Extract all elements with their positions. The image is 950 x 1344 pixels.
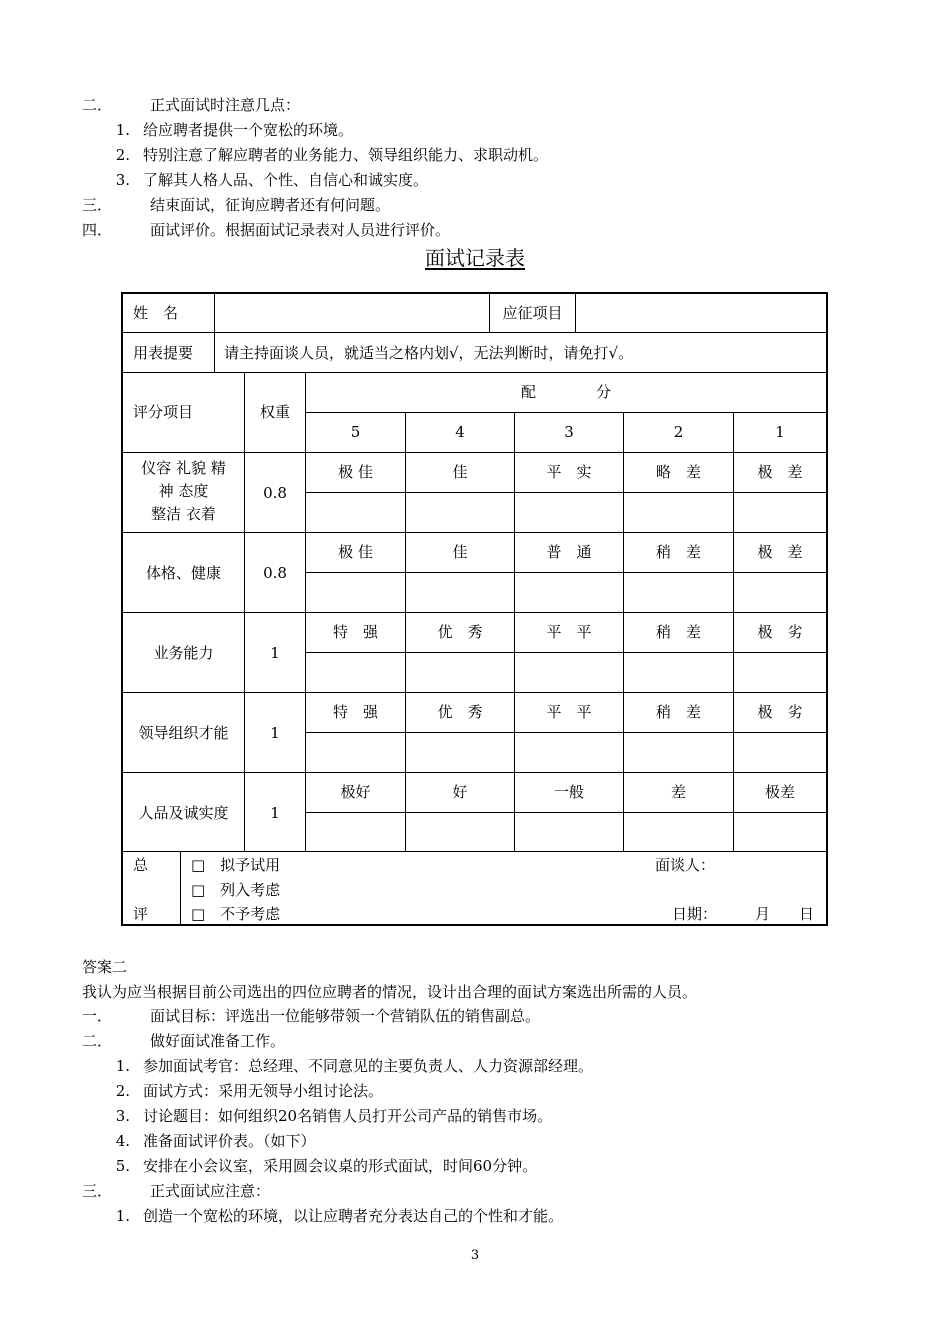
item-text: 特别注意了解应聘者的业务能力、领导组织能力、求职动机。 (143, 146, 549, 164)
item-text: 给应聘者提供一个宽松的环境。 (143, 121, 354, 139)
section-text: 做好面试准备工作。 (150, 1032, 286, 1050)
item-appearance (123, 457, 244, 526)
grade-label: 极 佳 (338, 543, 373, 561)
date-label: 日期： (672, 905, 718, 923)
item-number: 3. (115, 171, 130, 189)
score-divider (305, 732, 826, 733)
note-text: 请主持面谈人员，就适当之格内划√，无法判断时，请免打√。 (224, 344, 634, 362)
weight-value: 1 (270, 804, 280, 822)
grade-label: 极 差 (757, 463, 803, 481)
grade-label: 普 通 (546, 543, 592, 561)
score-1: 1 (775, 423, 785, 441)
item-number: 1. (115, 1057, 130, 1075)
row-divider (123, 851, 826, 852)
item-health: 体格、健康 (145, 564, 221, 582)
item-number: 1. (115, 1207, 130, 1225)
grade-label: 极 佳 (338, 463, 373, 481)
weight-value: 0.8 (263, 564, 287, 582)
item-number: 1. (115, 121, 130, 139)
col-divider (575, 294, 576, 332)
item-line: 仪容 礼貌 精 (141, 459, 226, 477)
section-text: 正式面试时注意几点： (150, 96, 301, 114)
section-number: 三． (82, 196, 113, 214)
item-text: 讨论题目：如何组织20名销售人员打开公司产品的销售市场。 (143, 1107, 553, 1125)
score-divider (305, 812, 826, 813)
form-title: 面试记录表 (425, 246, 525, 270)
row-divider (123, 372, 826, 373)
score-5: 5 (350, 423, 361, 441)
grade-label: 稍 差 (655, 543, 701, 561)
row-divider (123, 772, 826, 773)
grade-label: 一般 (553, 783, 584, 801)
row-divider (123, 332, 826, 333)
score-header: 配 分 (520, 383, 611, 401)
grade-label: 略 差 (655, 463, 701, 481)
item-header: 评分项目 (133, 403, 194, 421)
item-number: 2. (115, 146, 130, 164)
day-label: 日 (799, 905, 815, 923)
score-4: 4 (455, 423, 465, 441)
row-divider (123, 612, 826, 613)
item-number: 4. (115, 1132, 130, 1150)
row-divider (123, 692, 826, 693)
section-text: 面试目标：评选出一位能够带领一个营销队伍的销售副总。 (150, 1007, 541, 1025)
interviewer-label: 面谈人： (655, 856, 716, 874)
row-divider (123, 532, 826, 533)
grade-label: 优 秀 (437, 703, 483, 721)
weight-value: 1 (270, 724, 280, 742)
score-divider (305, 412, 826, 413)
grade-label: 特 强 (332, 703, 378, 721)
item-text: 参加面试考官：总经理、不同意见的主要负责人、人力资源部经理。 (143, 1057, 594, 1075)
option-consider[interactable]: □ 列入考虑 (191, 881, 281, 899)
grade-label: 好 (452, 783, 468, 801)
col-divider (214, 332, 215, 372)
weight-value: 0.8 (263, 484, 287, 502)
name-field[interactable] (216, 294, 488, 332)
option-trial[interactable]: □ 拟予试用 (191, 856, 281, 874)
note-label: 用表提要 (133, 344, 194, 362)
col-divider (214, 294, 215, 332)
position-label: 应征项目 (502, 304, 563, 322)
item-text: 创造一个宽松的环境，以让应聘者充分表达自己的个性和才能。 (143, 1207, 564, 1225)
item-text: 安排在小会议室，采用圆会议桌的形式面试，时间60分钟。 (143, 1157, 538, 1175)
score-3: 3 (564, 423, 574, 441)
interview-record-table (121, 292, 828, 926)
grade-label: 极 劣 (757, 703, 803, 721)
score-divider (305, 492, 826, 493)
score-divider (305, 572, 826, 573)
grade-label: 稍 差 (655, 703, 701, 721)
grade-label: 极 劣 (757, 623, 803, 641)
grade-label: 极好 (340, 783, 371, 801)
position-field[interactable] (577, 294, 826, 332)
section-text: 结束面试，征询应聘者还有何问题。 (150, 196, 391, 214)
item-line: 神 态度 (158, 482, 209, 500)
page-number: 3 (470, 1248, 480, 1263)
grade-label: 优 秀 (437, 623, 483, 641)
item-number: 2. (115, 1082, 130, 1100)
grade-label: 佳 (452, 543, 468, 561)
grade-label: 稍 差 (655, 623, 701, 641)
grade-label: 平 平 (546, 703, 592, 721)
score-divider (305, 652, 826, 653)
grade-label: 极差 (764, 783, 795, 801)
name-label: 姓 名 (133, 304, 179, 322)
section-text: 正式面试应注意： (150, 1182, 271, 1200)
summary-label-top: 总 (133, 856, 149, 874)
item-integrity: 人品及诚实度 (138, 804, 229, 822)
item-line: 整洁 衣着 (151, 505, 216, 523)
item-business-ability: 业务能力 (153, 644, 214, 662)
item-number: 3. (115, 1107, 130, 1125)
section-number: 二． (82, 1032, 113, 1050)
grade-label: 差 (670, 783, 686, 801)
grade-label: 平 平 (546, 623, 592, 641)
score-2: 2 (673, 423, 684, 441)
weight-header: 权重 (259, 403, 290, 421)
section-number: 三． (82, 1182, 113, 1200)
section-number: 四． (82, 221, 113, 239)
month-label: 月 (755, 905, 771, 923)
item-text: 面试方式：采用无领导小组讨论法。 (143, 1082, 384, 1100)
item-number: 5. (115, 1157, 130, 1175)
item-leadership: 领导组织才能 (138, 724, 229, 742)
grade-label: 平 实 (546, 463, 592, 481)
weight-value: 1 (270, 644, 280, 662)
grade-label: 特 强 (332, 623, 378, 641)
option-reject[interactable]: □ 不予考虑 (191, 905, 281, 923)
grade-label: 极 差 (757, 543, 803, 561)
item-text: 准备面试评价表。（如下） (143, 1132, 316, 1150)
row-divider (123, 452, 826, 453)
section-text: 面试评价。根据面试记录表对人员进行评价。 (150, 221, 451, 239)
section-number: 二． (82, 96, 113, 114)
heading-text: 答案二 (82, 958, 128, 976)
col-divider (244, 372, 245, 851)
item-text: 了解其人格人品、个性、自信心和诚实度。 (143, 171, 429, 189)
col-divider (180, 851, 181, 924)
intro-text: 我认为应当根据目前公司选出的四位应聘者的情况，设计出合理的面试方案选出所需的人员。 (82, 983, 698, 1001)
grade-label: 佳 (452, 463, 468, 481)
summary-label-bottom: 评 (133, 905, 149, 923)
section-number: 一． (82, 1007, 113, 1025)
col-divider (305, 372, 306, 851)
